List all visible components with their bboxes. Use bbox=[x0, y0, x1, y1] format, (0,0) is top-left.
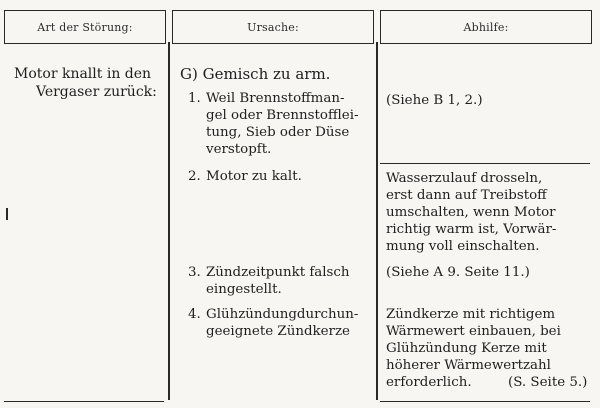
cause-text: Weil Brennstoffman- bbox=[206, 91, 345, 106]
column-divider bbox=[168, 42, 170, 400]
remedy-text: erforderlich. bbox=[386, 375, 472, 390]
header-cause bbox=[172, 10, 374, 44]
remedy-text: Glühzündung Kerze mit bbox=[386, 341, 547, 356]
cause-number: 4. bbox=[188, 307, 201, 322]
remedy-text: umschalten, wenn Motor bbox=[386, 205, 556, 220]
cause-text: Zündzeitpunkt falsch bbox=[206, 265, 350, 280]
remedy-text: (Siehe A 9. Seite 11.) bbox=[386, 265, 530, 280]
remedy-text: mung voll einschalten. bbox=[386, 239, 540, 254]
remedy-text: höherer Wärmewertzahl bbox=[386, 358, 551, 373]
cause-text: geeignete Zündkerze bbox=[206, 324, 350, 339]
cause-text: Glühzündungdurchun- bbox=[206, 307, 359, 322]
row-divider bbox=[380, 401, 590, 402]
row-divider bbox=[380, 163, 590, 164]
remedy-text: richtig warm ist, Vorwär- bbox=[386, 222, 557, 237]
remedy-text: Zündkerze mit richtigem bbox=[386, 307, 556, 322]
remedy-text: (Siehe B 1, 2.) bbox=[386, 93, 483, 108]
cause-text: eingestellt. bbox=[206, 282, 282, 297]
cause-text: Motor zu kalt. bbox=[206, 169, 302, 184]
cause-text: tung, Sieb oder Düse bbox=[206, 125, 350, 140]
cause-number: 1. bbox=[188, 91, 201, 106]
cause-number: 3. bbox=[188, 265, 201, 280]
remedy-page-reference: (S. Seite 5.) bbox=[508, 375, 588, 390]
cause-text: gel oder Brennstofflei- bbox=[206, 108, 359, 123]
cause-text: verstopft. bbox=[206, 142, 272, 157]
remedy-text: Wärmewert einbauen, bei bbox=[386, 324, 561, 339]
remedy-text: erst dann auf Treibstoff bbox=[386, 188, 547, 203]
margin-tick bbox=[6, 208, 8, 220]
column-divider bbox=[376, 42, 378, 400]
cause-group-title: G) Gemisch zu arm. bbox=[180, 65, 331, 83]
cause-number: 2. bbox=[188, 169, 201, 184]
problem-text: Vergaser zurück: bbox=[36, 84, 157, 100]
header-remedy-label: Abhilfe: bbox=[463, 20, 509, 34]
header-problem-label: Art der Störung: bbox=[37, 20, 133, 34]
header-remedy bbox=[380, 10, 592, 44]
row-divider bbox=[4, 401, 164, 402]
problem-text: Motor knallt in den bbox=[14, 66, 152, 82]
remedy-text: Wasserzulauf drosseln, bbox=[386, 171, 543, 186]
header-cause-label: Ursache: bbox=[247, 20, 299, 34]
header-problem bbox=[4, 10, 166, 44]
